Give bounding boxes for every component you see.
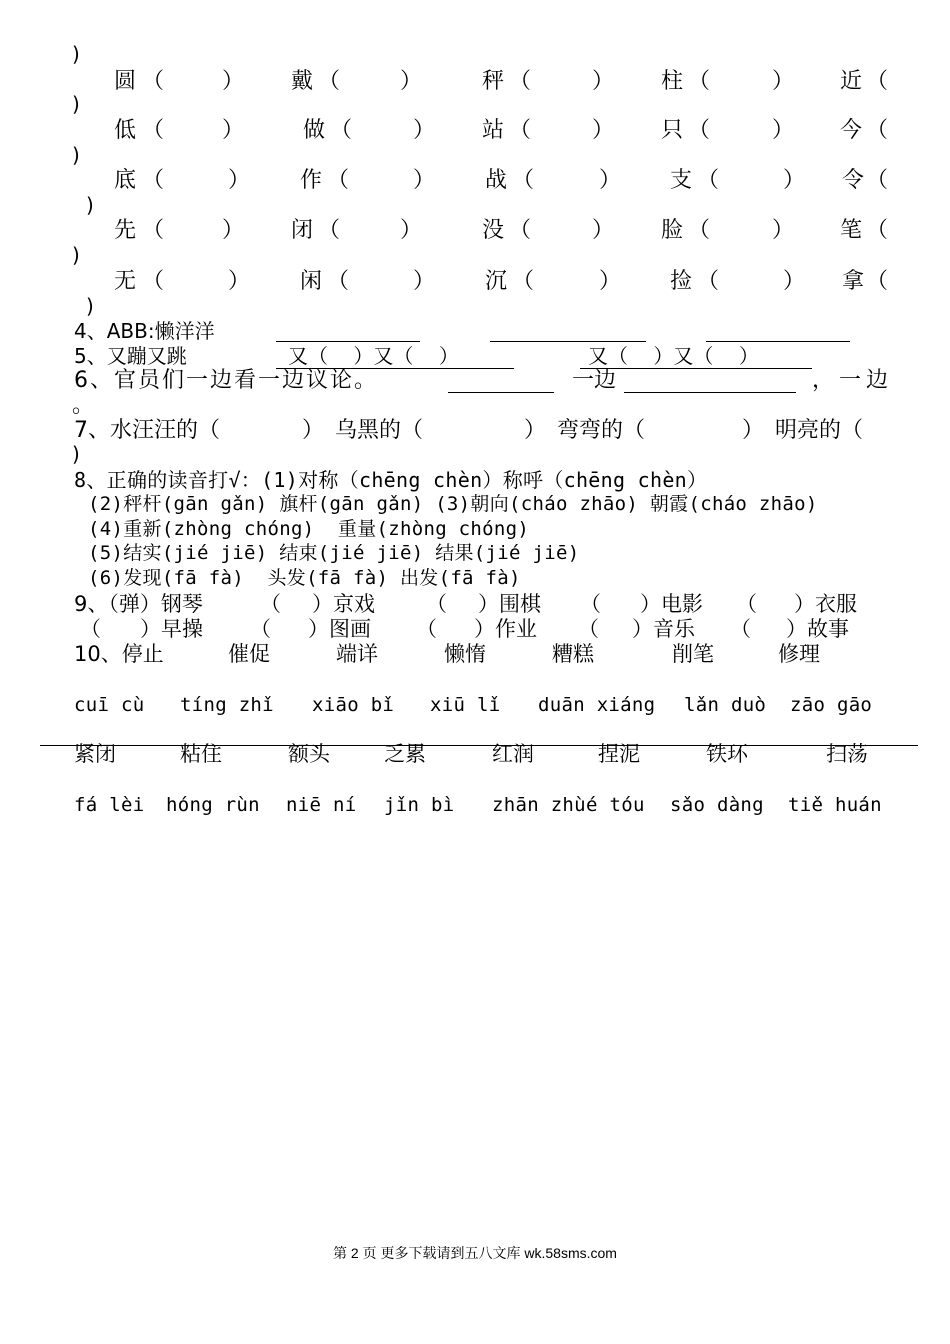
grid-close-paren: ）: [413, 168, 436, 193]
q10-pinyin: sǎo dàng: [670, 794, 764, 816]
grid-close-paren: ）: [228, 269, 251, 294]
grid-char: 低: [114, 118, 137, 143]
grid-close-paren: ）: [772, 218, 795, 243]
grid-close-paren: ）: [592, 218, 615, 243]
grid-char: 拿: [842, 269, 865, 294]
q10-word: 捏泥: [598, 742, 640, 766]
q10-pinyin: zāo gāo: [790, 694, 873, 716]
q10-pinyin: jǐn bì: [384, 794, 455, 816]
q10-pinyin: duān xiáng: [538, 694, 656, 716]
grid-char: 没: [482, 218, 505, 243]
q10-pinyin: tíng zhǐ: [180, 694, 274, 716]
grid-close-paren: ）: [222, 69, 245, 94]
wrapped-paren: ): [86, 294, 94, 318]
grid-close-paren: ）: [772, 69, 795, 94]
grid-close-paren: ）: [413, 269, 436, 294]
wrapped-paren: ): [72, 143, 80, 167]
q8-line-3: (4)重新(zhòng chóng) 重量(zhòng chóng): [88, 518, 530, 540]
q10-word: 红润: [492, 742, 534, 766]
grid-char: 支: [670, 168, 693, 193]
grid-close-paren: ）: [400, 218, 423, 243]
grid-open-paren: （: [512, 168, 535, 193]
grid-char: 秤: [482, 69, 505, 94]
separator-line: [40, 745, 918, 746]
q5-blank-1[interactable]: 又（ ）又（ ）: [288, 344, 459, 368]
grid-char: 脸: [661, 218, 684, 243]
q9-paren: （: [260, 592, 281, 616]
q9-line-1-b: ）京戏: [312, 592, 375, 616]
q10-word: 乏累: [384, 742, 426, 766]
q9-line-1-d: ）电影: [640, 592, 703, 616]
grid-open-paren: （: [509, 69, 532, 94]
q9-line-2-e: ）故事: [786, 617, 849, 641]
grid-open-paren: （: [688, 69, 711, 94]
grid-open-paren: （: [512, 269, 535, 294]
q9-paren: （: [416, 617, 437, 641]
grid-char: 只: [661, 118, 684, 143]
q9-paren: （: [80, 617, 101, 641]
grid-char: 柱: [661, 69, 684, 94]
grid-char: 笔: [840, 218, 863, 243]
q9-paren: （: [578, 617, 599, 641]
grid-open-paren: （: [142, 218, 165, 243]
q9-line-1-e: ）衣服: [794, 592, 857, 616]
q8-line-1: 8、正确的读音打√：(1)对称（chēng chèn）称呼（chēng chèn）: [74, 468, 708, 492]
grid-open-paren: （: [142, 269, 165, 294]
grid-open-paren: （: [142, 118, 165, 143]
grid-open-paren: （: [866, 218, 889, 243]
leading-paren: ): [72, 42, 80, 66]
q7-item-2: ） 乌黑的（: [302, 418, 424, 443]
grid-close-paren: ）: [599, 269, 622, 294]
grid-close-paren: ）: [783, 269, 806, 294]
grid-close-paren: ）: [222, 218, 245, 243]
q10-pinyin: cuī cù: [74, 694, 145, 716]
q5-blank-2[interactable]: 又（ ）又（ ）: [588, 344, 759, 368]
q9-paren: （: [730, 617, 751, 641]
q10-pinyin: fá lèi: [74, 794, 145, 816]
grid-open-paren: （: [866, 69, 889, 94]
grid-close-paren: ）: [413, 118, 436, 143]
grid-char: 先: [114, 218, 137, 243]
q8-line-5: (6)发现(fā fà) 头发(fā fà) 出发(fā fà): [88, 567, 521, 589]
grid-char: 做: [303, 118, 326, 143]
q7-item-3: ） 弯弯的（: [524, 418, 646, 443]
grid-char: 捡: [670, 269, 693, 294]
grid-open-paren: （: [866, 168, 889, 193]
q7-item-1: 7、水汪汪的（: [74, 418, 220, 443]
q4-label: 4、ABB:懒洋洋: [74, 319, 215, 343]
q10-pinyin: hóng rùn: [166, 794, 260, 816]
q10-word: 端详: [336, 642, 378, 666]
q10-pinyin: tiě huán: [788, 794, 882, 816]
q10-pinyin: é tóu: [586, 794, 645, 816]
q6-end: ，一边: [812, 368, 894, 393]
q8-line-4: (5)结实(jié jiē) 结束(jié jiē) 结果(jié jiē): [88, 542, 580, 564]
wrapped-paren: ): [72, 92, 80, 116]
q6-cont: 。: [72, 393, 95, 418]
grid-char: 站: [482, 118, 505, 143]
q10-word: 粘住: [180, 742, 222, 766]
q10-word: 铁环: [706, 742, 748, 766]
q10-word: 催促: [228, 642, 270, 666]
q10-word: 额头: [288, 742, 330, 766]
wrapped-paren: ): [86, 193, 94, 217]
grid-close-paren: ）: [228, 168, 251, 193]
q6-blank-2[interactable]: [624, 392, 796, 393]
page-footer: 第 2 页 更多下载请到五八文库 wk.58sms.com: [333, 1245, 617, 1261]
q7-item-4: ） 明亮的（: [742, 418, 864, 443]
grid-close-paren: ）: [783, 168, 806, 193]
q4-blank-3[interactable]: [706, 341, 850, 342]
grid-close-paren: ）: [592, 118, 615, 143]
q9-paren: （: [250, 617, 271, 641]
q9-line-2-c: ）作业: [474, 617, 537, 641]
q5-label: 5、又蹦又跳: [74, 344, 187, 368]
grid-char: 沉: [485, 269, 508, 294]
q9-line-2-d: ）音乐: [632, 617, 695, 641]
grid-open-paren: （: [142, 168, 165, 193]
q9-line-2-b: ）图画: [308, 617, 371, 641]
q9-line-1-a: 9、（弹）钢琴: [74, 592, 203, 616]
grid-char: 戴: [291, 69, 314, 94]
q4-blank-1[interactable]: [276, 341, 420, 342]
grid-open-paren: （: [688, 218, 711, 243]
grid-char: 无: [114, 269, 137, 294]
grid-char: 圆: [114, 69, 137, 94]
q4-blank-2[interactable]: [490, 341, 646, 342]
grid-open-paren: （: [866, 269, 889, 294]
q10-word: 糟糕: [552, 642, 594, 666]
grid-open-paren: （: [509, 118, 532, 143]
q10-word: 修理: [778, 642, 820, 666]
grid-open-paren: （: [327, 168, 350, 193]
wrapped-paren: ): [72, 243, 80, 267]
q10-word: 10、停止: [74, 642, 164, 666]
grid-open-paren: （: [697, 168, 720, 193]
grid-close-paren: ）: [772, 118, 795, 143]
grid-char: 闭: [291, 218, 314, 243]
q10-pinyin: xiāo bǐ: [312, 694, 395, 716]
q10-pinyin: niē ní: [286, 794, 357, 816]
q6-label: 6、官员们一边看一边议论。: [74, 368, 378, 393]
grid-char: 底: [114, 168, 137, 193]
grid-open-paren: （: [318, 218, 341, 243]
q10-word: 削笔: [672, 642, 714, 666]
q9-paren: （: [426, 592, 447, 616]
q10-word: 紧闭: [74, 742, 116, 766]
q10-pinyin: xiū lǐ: [430, 694, 501, 716]
grid-char: 作: [300, 168, 323, 193]
q10-word: 懒惰: [444, 642, 486, 666]
grid-char: 闲: [300, 269, 323, 294]
q10-word: 扫荡: [826, 742, 868, 766]
q10-pinyin: zhān zhù: [492, 794, 586, 816]
grid-char: 近: [840, 69, 863, 94]
grid-open-paren: （: [509, 218, 532, 243]
q8-line-2: (2)秤杆(gān gǎn) 旗杆(gān gǎn) (3)朝向(cháo zhāo) 朝霞(cháo zhāo): [88, 493, 818, 515]
q9-paren: （: [580, 592, 601, 616]
q10-pinyin: lǎn duò: [684, 694, 767, 716]
grid-close-paren: ）: [599, 168, 622, 193]
grid-char: 今: [840, 118, 863, 143]
q6-blank-1[interactable]: [448, 392, 554, 393]
grid-char: 令: [842, 168, 865, 193]
q9-line-1-c: ）围棋: [478, 592, 541, 616]
q6-mid: 一边: [572, 368, 617, 393]
grid-open-paren: （: [327, 269, 350, 294]
q9-paren: （: [736, 592, 757, 616]
grid-open-paren: （: [697, 269, 720, 294]
grid-close-paren: ）: [592, 69, 615, 94]
q7-cont: ): [72, 442, 80, 466]
grid-open-paren: （: [318, 69, 341, 94]
grid-open-paren: （: [330, 118, 353, 143]
grid-open-paren: （: [142, 69, 165, 94]
grid-char: 战: [485, 168, 508, 193]
grid-open-paren: （: [866, 118, 889, 143]
grid-close-paren: ）: [400, 69, 423, 94]
grid-open-paren: （: [688, 118, 711, 143]
grid-close-paren: ）: [222, 118, 245, 143]
q9-line-2-a: ）早操: [140, 617, 203, 641]
